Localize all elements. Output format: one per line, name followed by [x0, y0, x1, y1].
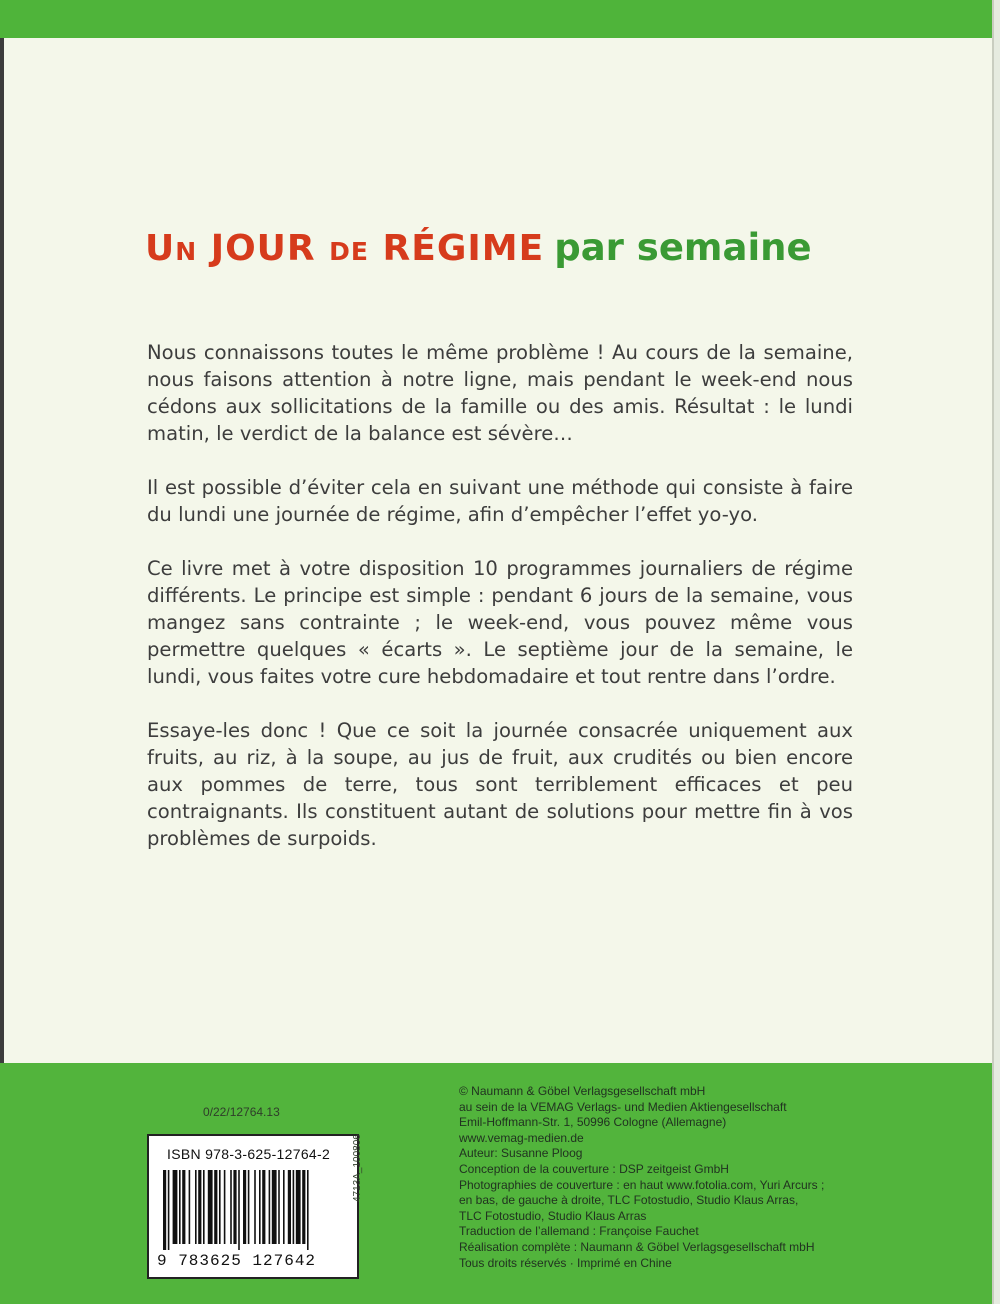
credit-line: Conception de la couverture : DSP zeitgeist GmbH — [459, 1161, 729, 1176]
credit-line: Traduction de l’allemand : Françoise Fauchet — [459, 1224, 699, 1239]
title-green-part: par semaine — [554, 226, 812, 269]
credit-line: au sein de la VEMAG Verlags- und Medien Aktiengesellschaft — [459, 1099, 787, 1114]
isbn-number: ISBN 978-3-625-12764-2 — [167, 1146, 331, 1162]
credit-line: © Naumann & Göbel Verlagsgesellschaft mbH — [459, 1084, 706, 1098]
barcode-icon — [163, 1170, 343, 1250]
side-print-code: 4713A_100806 — [352, 1134, 363, 1202]
credit-line: Auteur: Susanne Ploog — [459, 1146, 583, 1161]
credit-line: Tous droits réservés · Imprimé en Chine — [459, 1255, 672, 1270]
blurb-text — [147, 339, 853, 879]
credit-line: Réalisation complète : Naumann & Göbel Verlagsgesellschaft mbH — [459, 1239, 815, 1254]
title-red-part: Un JOUR de RÉGIME — [145, 228, 545, 269]
credit-line: en bas, de gauche à droite, TLC Fotostudio, Studio Klaus Arras, — [459, 1193, 799, 1208]
credit-line: Emil-Hoffmann-Str. 1, 50996 Cologne (Allemagne) — [459, 1115, 727, 1130]
product-code: 0/22/12764.13 — [203, 1105, 280, 1119]
barcode-digits: 9 783625 127642 — [157, 1252, 317, 1270]
top-green-band — [0, 0, 992, 38]
book-title — [145, 226, 865, 286]
credit-line: www.vemag-medien.de — [459, 1130, 584, 1145]
isbn-barcode-box — [147, 1134, 359, 1279]
blurb-paragraph: Il est possible d’éviter cela en suivant une méthode qui consiste à faire du lundi une journée de régime, afin d’empêcher l’effet yo-yo. — [147, 476, 853, 526]
credit-line: TLC Fotostudio, Studio Klaus Arras — [459, 1208, 647, 1223]
blurb-paragraph: Nous connaissons toutes le même problème ! Au cours de la semaine, nous faisons attention à notre ligne, mais pendant le week-end nous cédons aux sollicitations de la famille ou des amis. Résultat : le lundi matin, le verdict de la balance est sévère… — [147, 341, 853, 445]
blurb-paragraph: Essaye-les donc ! Que ce soit la journée consacrée uniquement aux fruits, au riz, à la soupe, au jus de fruit, aux crudités ou bien encore aux pommes de terre, tous sont terriblement efficaces et peu contraignants. Ils constituent autant de solutions pour mettre fin à vos problèmes de surpoids. — [147, 719, 853, 850]
publisher-credits — [459, 1084, 879, 1271]
blurb-paragraph: Ce livre met à votre disposition 10 programmes journaliers de régime différents. Le principe est simple : pendant 6 jours de la semaine, vous mangez sans contrainte ; le week-end, vous pouvez même vous permettre quelques « écarts ». Le septième jour de la semaine, le lundi, vous faites votre cure hebdomadaire et tout rentre dans l’ordre. — [147, 557, 853, 688]
credit-line: Photographies de couverture : en haut www.fotolia.com, Yuri Arcurs ; — [459, 1177, 825, 1192]
